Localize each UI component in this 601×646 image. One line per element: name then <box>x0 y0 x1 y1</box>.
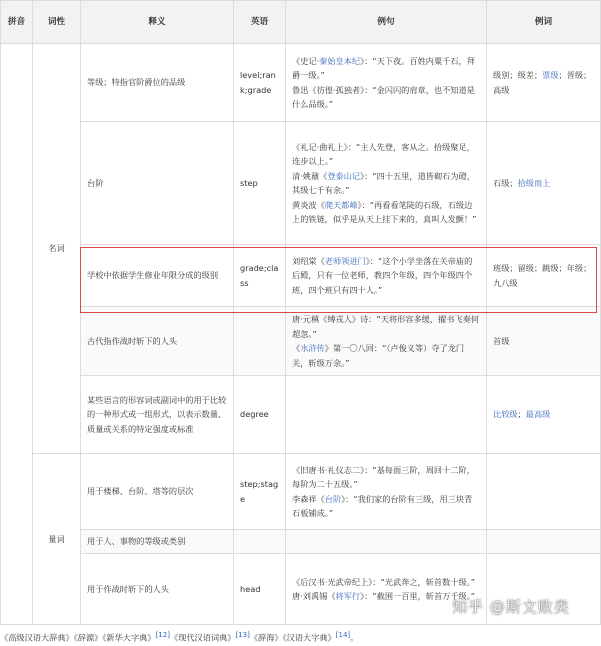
entry-link[interactable]: 水浒传 <box>300 343 325 353</box>
meaning-cell: 用于楼梯、台阶、塔等的层次 <box>81 454 234 530</box>
entry-link[interactable]: 老师领进门 <box>324 255 366 266</box>
header-words: 例词 <box>487 1 601 44</box>
english-cell: step <box>234 122 286 245</box>
text-run: 李森祥《 <box>292 493 325 504</box>
words-cell <box>487 122 601 245</box>
text-run: 《现代汉语词典》 <box>169 632 236 643</box>
meaning-cell: 台阶 <box>81 122 234 245</box>
meaning-cell: 某些语言的形容词或副词中的用于比较的一种形式或一组形式，以表示数量、质量或关系的特定强度或标准 <box>81 376 234 454</box>
example-cell <box>286 307 487 376</box>
table-row <box>1 122 601 245</box>
english-cell <box>234 307 286 376</box>
example-cell <box>286 530 487 554</box>
text-run: 》第一〇八回：“（卢俊义等）夺了龙门关，斩级万余。” <box>292 343 465 368</box>
meaning-cell: 用于人、事物的等级或类别 <box>81 530 234 554</box>
entry-link[interactable]: 将军行 <box>335 591 361 601</box>
meaning-cell: 用于作战时斩下的人头 <box>81 554 234 625</box>
text-run: 《旧唐书·礼仪志二》：“基每面三阶，周回十二阶，每阶为二十五级。” <box>292 464 475 489</box>
citation-link[interactable]: [12] <box>155 631 170 639</box>
text-run: 》：“四十五里，道皆砌石为磴，其级七千有余。” <box>292 170 475 195</box>
text-run: 刘绍棠《 <box>292 255 325 266</box>
words-cell <box>487 307 601 376</box>
example-cell <box>286 44 487 122</box>
header-english: 英语 <box>234 1 286 44</box>
text-run: 石级； <box>493 177 518 188</box>
text-run: 》：“再看看笔陡的石级，石级边上的铁链，似乎是从天上挂下来的，真叫人发颤！” <box>292 199 477 224</box>
reference-footer <box>0 627 600 643</box>
words-cell <box>487 44 601 122</box>
header-pinyin: 拼音 <box>1 1 33 44</box>
table-row <box>1 530 601 554</box>
text-run: ；晋级；高级 <box>493 70 592 95</box>
text-run: 《辞海》《汉语大字典》 <box>249 632 336 643</box>
meaning-cell: 等级；特指官阶爵位的品级 <box>81 44 234 122</box>
text-run: ； <box>517 409 526 420</box>
watermark: 知乎 @斯文败类 <box>452 598 570 616</box>
english-cell <box>234 530 286 554</box>
pos-cell: 名词 <box>33 44 81 454</box>
entry-link[interactable]: 最高级 <box>525 409 551 420</box>
meaning-cell: 学校中依据学生修业年限分成的级别 <box>81 245 234 307</box>
header-pos: 词性 <box>33 1 81 44</box>
text-run: 《高级汉语大辞典》《辞源》《新华大字典》 <box>0 632 156 643</box>
text-run: 班级；留级；跳级；年级；九八级 <box>493 263 592 288</box>
table-row <box>1 376 601 454</box>
entry-link[interactable]: 登泰山记 <box>327 170 361 181</box>
header-row <box>1 1 601 44</box>
pos-cell: 量词 <box>33 454 81 625</box>
example-cell <box>286 454 487 530</box>
highlight-box <box>80 247 597 313</box>
citation-link[interactable]: [13] <box>235 631 250 639</box>
text-run: 《礼记·曲礼上》：“主人先登，客从之。拾级聚足，连步以上。” <box>292 141 475 166</box>
citation-link[interactable]: [14] <box>335 631 351 639</box>
english-cell: level;rank;grade <box>234 44 286 122</box>
text-run: 级别；级差； <box>493 70 543 80</box>
table-row <box>1 454 601 530</box>
meaning-cell: 古代指作战时斩下的人头 <box>81 307 234 376</box>
example-cell <box>286 376 487 454</box>
text-run: 首级 <box>493 335 510 346</box>
entry-link[interactable]: 台阶 <box>324 493 342 504</box>
entry-link[interactable]: 拾级而上 <box>517 177 551 188</box>
table-row <box>1 44 601 122</box>
text-run: 清·姚鼐《 <box>292 170 328 181</box>
header-example: 例句 <box>286 1 487 44</box>
text-run: 》：“我们家的台阶有三级，用三块青石板铺成。” <box>292 493 473 518</box>
entry-link[interactable]: 票级 <box>542 70 559 80</box>
text-run: 黄炎波《 <box>292 199 325 210</box>
english-cell: head <box>234 554 286 625</box>
text-run: 《史记· <box>292 55 320 66</box>
english-cell: step;stage <box>234 454 286 530</box>
text-run: 。 <box>350 632 359 643</box>
words-cell <box>487 530 601 554</box>
words-cell <box>487 454 601 530</box>
text-run: 鲁迅《彷徨·孤独者》：“金闪闪的肩章，也不知道是什么品级。” <box>292 84 475 109</box>
table-row <box>1 307 601 376</box>
text-run: 唐·元稹《缚戎人》诗：“天将形容多缓，擢书飞奏何超忽。” <box>292 314 479 339</box>
entry-link[interactable]: 爬天都峰 <box>324 199 358 210</box>
text-run: 》：“天下夜。百姓内粟千石，拜爵一级。” <box>292 55 475 80</box>
entry-link[interactable]: 秦始皇本纪 <box>319 55 361 66</box>
english-cell: grade;class <box>234 245 286 307</box>
pinyin-cell <box>1 44 33 625</box>
example-cell <box>286 122 487 245</box>
english-cell: degree <box>234 376 286 454</box>
text-run: 《后汉书·光武帝纪上》：“光武奔之，斩首数十级。” <box>292 576 476 587</box>
text-run: 唐·刘禹锡《 <box>292 591 336 601</box>
text-run: 《 <box>292 343 301 353</box>
text-run: 》：“这个小学坐落在关帝庙的后殿，只有一位老师，教四个年级，四个年级四个班，四个班只有四十人。” <box>292 255 473 295</box>
words-cell <box>487 376 601 454</box>
entry-link[interactable]: 比较级 <box>493 409 518 420</box>
header-meaning: 释义 <box>81 1 234 44</box>
text-run: 》：“截围一百里，斩首万千级。” <box>360 591 476 601</box>
